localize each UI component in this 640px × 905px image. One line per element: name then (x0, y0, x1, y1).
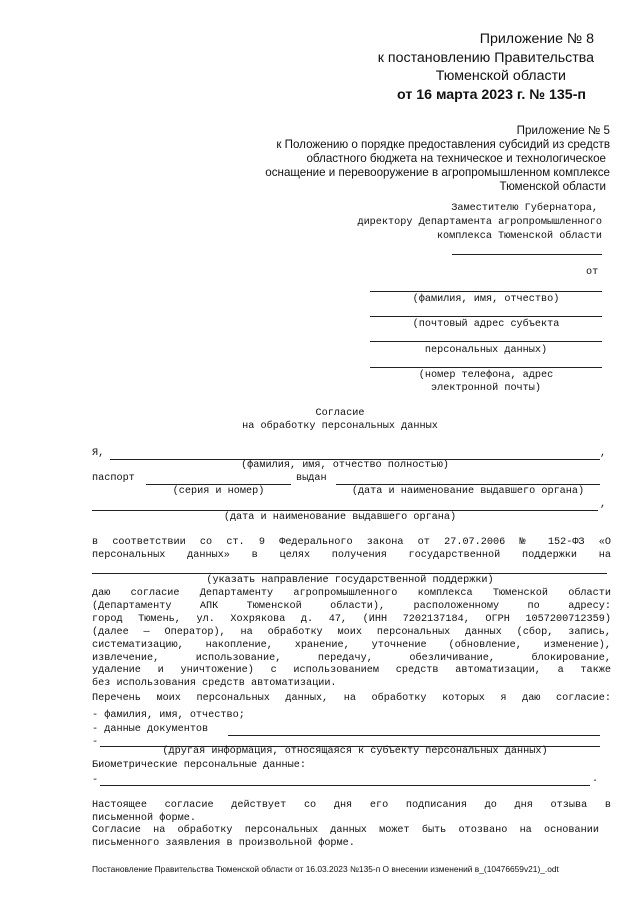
accordance-line-1: в соответствии со ст. 9 Федерального закона от 27.07.2006 № 152-ФЗ «О (92, 537, 611, 548)
consent-subtitle: на обработку персональных данных (242, 421, 438, 432)
addressee-signature-line (452, 254, 602, 255)
list-intro: Перечень моих персональных данных, на обработку которых я даю согласие: (92, 693, 611, 704)
ya-label: Я, (92, 448, 105, 459)
phone-line (370, 367, 602, 368)
body-line-3: город Тюмень, ул. Хохрякова д. 47, (ИНН 7202137184, ОГРН 1057200712359) (92, 613, 611, 625)
appendix8-line2: к постановлению Правительства (377, 49, 594, 66)
addressee-line1: Заместителю Губернатора, (451, 203, 598, 214)
address-caption-1: (почтовый адрес субъекта (412, 319, 560, 330)
consent-body (92, 588, 611, 691)
body-line-8: без использования средств автоматизации. (92, 678, 337, 690)
fio-full-comma: , (600, 448, 607, 459)
accordance-line-2: персональных данных» в целях получения государственной поддержки на (92, 550, 611, 561)
address-line-1 (370, 316, 602, 317)
phone-caption-1: (номер телефона, адрес (418, 370, 554, 381)
issuer-caption: (дата и наименование выдавшего органа) (351, 486, 585, 497)
appendix8-line3: Тюменской области (435, 68, 566, 84)
body-line-1: даю согласие Департаменту агропромышленного комплекса Тюменской области (92, 588, 611, 599)
appendix5-line2: к Положению о порядке предоставления субсидий из средств (276, 138, 610, 151)
issuer-line-2 (92, 510, 598, 511)
validity-line-2: письменной форме. (92, 813, 196, 824)
addressee-line2: директору Департамента агропромышленного (357, 217, 602, 228)
issued-label: выдан (296, 473, 327, 484)
fio-caption: (фамилия, имя, отчество) (412, 294, 560, 305)
list-item-other-dash: - (92, 737, 99, 748)
docs-line (228, 735, 600, 736)
fio-full-caption: (фамилия, имя, отчество полностью) (241, 460, 449, 471)
appendix5-title: Приложение № 5 (516, 124, 610, 137)
fio-line (370, 291, 602, 292)
body-line-5: систематизацию, накопление, хранение, уточнение (обновление, изменение), (92, 639, 611, 651)
addressee-line3: комплекса Тюменской области (436, 231, 602, 242)
addressee-block (282, 203, 602, 243)
body-line-4: (далее — Оператор), на обработку моих персональных данных (сбор, запись, (92, 626, 611, 638)
appendix8-block (294, 30, 594, 104)
issuer-caption-2: (дата и наименование выдавшего органа) (223, 512, 457, 523)
from-label: от (586, 267, 599, 278)
validity-line-1: Настоящее согласие действует со дня его подписания до дня отзыва в (92, 800, 611, 811)
body-line-2: (Департаменту АПК Тюменской области), расположенному по адресу: (92, 600, 611, 612)
appendix5-line3: областного бюджета на техническое и технологическое (306, 152, 606, 165)
footer-filename: Постановление Правительства Тюменской области от 16.03.2023 №135-п О внесении изменений в_(10476659v21)_.odt (92, 864, 559, 874)
consent-title: Согласие (315, 408, 365, 419)
revoke-line-1: Согласие на обработку персональных данных может быть отозвано на основании (92, 825, 599, 836)
passport-number-line (146, 484, 291, 485)
passport-label: паспорт (92, 473, 135, 484)
address-line-2 (370, 341, 602, 342)
biometric-line (100, 785, 590, 786)
appendix8-line4: от 16 марта 2023 г. № 135-п (397, 86, 586, 103)
body-line-6: извлечение, использование, передачу, обезличивание, блокирование, (92, 652, 611, 664)
list-item-docs: - данные документов (92, 724, 209, 735)
issuer-line-2-comma: , (600, 499, 607, 510)
appendix8-title: Приложение № 8 (479, 31, 594, 47)
biometric-dot: . (592, 774, 599, 785)
appendix5-block (210, 124, 610, 194)
support-caption: (указать направление государственной поддержки) (206, 575, 494, 586)
address-caption-2: персональных данных) (424, 345, 548, 356)
list-item-fio: - фамилия, имя, отчество; (92, 710, 245, 721)
body-line-7: удаление и уничтожение) с использованием средств автоматизации, а также (92, 665, 611, 677)
series-caption: (серия и номер) (172, 486, 265, 497)
biometric-dash: - (92, 775, 99, 786)
phone-caption-2: электронной почты) (430, 383, 542, 394)
issuer-line (336, 484, 600, 485)
revoke-line-2: письменного заявления в произвольной форме. (92, 838, 355, 849)
appendix5-line5: Тюменской области (499, 180, 606, 193)
other-caption: (другая информация, относящаяся к субъекту персональных данных) (162, 746, 548, 757)
appendix5-line4: оснащение и перевооружение в агропромышленном комплексе (265, 166, 610, 179)
biometric-label: Биометрические персональные данные: (92, 760, 306, 771)
support-line (92, 573, 607, 574)
